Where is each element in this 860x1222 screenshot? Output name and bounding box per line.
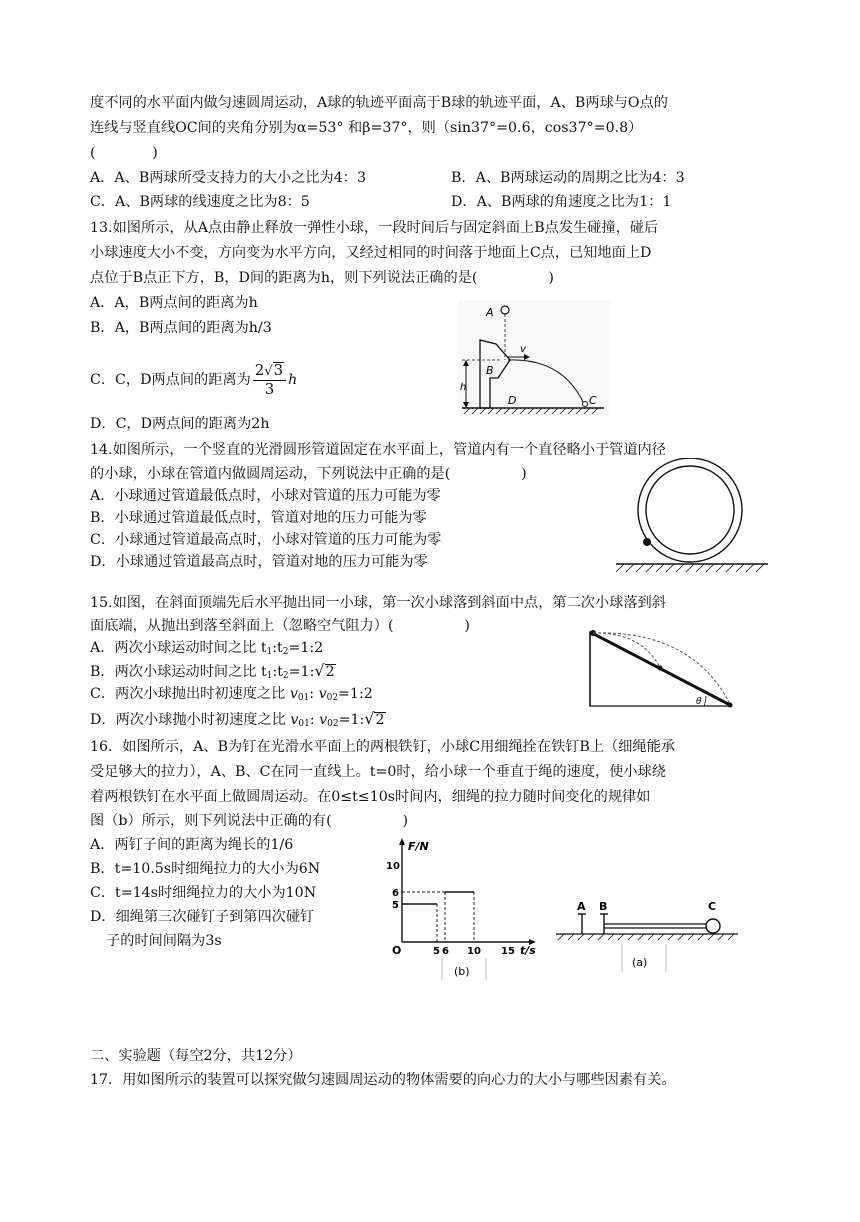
q13-option-c-fraction bbox=[253, 362, 286, 398]
q15-option-a: A．两次小球运动时间之比 $t_1:t_2=1:2$ bbox=[90, 640, 324, 657]
q17-line-1: 17．用如图所示的装置可以探究做匀速圆周运动的物体需要的向心力的大小与哪些因素有关。 bbox=[90, 1072, 676, 1088]
figure-a-ball-c-label: C bbox=[708, 900, 717, 913]
q16-option-a: A．两钉子间的距离为绳长的1/6 bbox=[90, 837, 294, 853]
graph-x-tick-10: 10 bbox=[467, 946, 481, 957]
q16-line-2: 受足够大的拉力），A、B、C在同一直线上。t=0时，给小球一个垂直于绳的速度，使小球绕 bbox=[90, 764, 666, 780]
graph-caption: (b) bbox=[454, 965, 470, 978]
q15-option-d: D．两次小球抛小时初速度之比 $v_{01}$: $v_{02}=1:√2$ bbox=[90, 709, 385, 729]
fraction-numerator: 2√3 bbox=[253, 362, 286, 381]
fraction-denominator: 3 bbox=[264, 380, 275, 398]
q15-option-c: C．两次小球抛出时初速度之比 $v_{01}$: $v_{02}=1:2$ bbox=[90, 686, 373, 703]
q13-figure-h-label: h bbox=[460, 382, 467, 393]
q16-line-1: 16．如图所示，A、B为钉在光滑水平面上的两根铁钉，小球C用细绳拴在铁钉B上（细绳能承 bbox=[90, 739, 675, 755]
q12-answer-blank: ( ) bbox=[90, 145, 158, 161]
q16-option-b: B．t=10.5s时细绳拉力的大小为6N bbox=[90, 861, 321, 877]
q13-figure-c-label: C bbox=[589, 394, 597, 407]
graph-x-tick-6: 6 bbox=[442, 946, 449, 957]
q16-option-d-line-1: D．细绳第三次碰钉子到第四次碰钉 bbox=[90, 909, 315, 925]
q13-line-3: 点位于B点正下方，B，D间的距离为h，则下列说法正确的是( ) bbox=[90, 270, 554, 286]
q16-option-c: C．t=14s时细绳拉力的大小为10N bbox=[90, 885, 317, 901]
q15-figure bbox=[582, 626, 742, 714]
q13-option-c-text: C．C，D两点间的距离为 bbox=[90, 372, 251, 388]
q13-line-1: 13.如图所示，从A点由静止释放一弹性小球，一段时间后与固定斜面上B点发生碰撞，碰后 bbox=[90, 220, 659, 236]
q15-line-1: 15.如图，在斜面顶端先后水平抛出同一小球，第一次小球落到斜面中点，第二次小球落到斜 bbox=[90, 595, 666, 611]
q14-line-1: 14.如图所示，一个竖直的光滑圆形管道固定在水平面上，管道内有一个直径略小于管道内径 bbox=[90, 442, 666, 458]
graph-y-tick-5: 5 bbox=[392, 900, 399, 911]
figure-a-caption: (a) bbox=[632, 956, 648, 969]
section-2-heading: 二、实验题（每空2分，共12分） bbox=[90, 1048, 302, 1064]
q15-figure-theta: θ bbox=[696, 697, 702, 707]
q14-option-c: C．小球通过管道最高点时，小球对管道的压力可能为零 bbox=[90, 532, 442, 548]
figure-a-nail-a-label: A bbox=[577, 900, 586, 913]
q13-figure-b-label: B bbox=[486, 364, 494, 377]
q12-line-1: 度不同的水平面内做匀速圆周运动，A球的轨迹平面高于B球的轨迹平面，A、B两球与O点的 bbox=[90, 95, 668, 111]
graph-x-tick-15: 15 bbox=[501, 946, 515, 957]
graph-y-tick-6: 6 bbox=[392, 888, 399, 899]
q12-option-d: D．A、B两球的角速度之比为1：1 bbox=[451, 194, 672, 210]
q14-figure bbox=[612, 458, 772, 576]
q13-option-b: B．A，B两点间的距离为h/3 bbox=[90, 320, 272, 336]
q13-figure-a-label: A bbox=[486, 306, 494, 319]
q12-option-a: A．A、B两球所受支持力的大小之比为4：3 bbox=[90, 170, 366, 186]
q14-option-d: D．小球通过管道最高点时，管道对地的压力可能为零 bbox=[90, 554, 428, 570]
q16-figure-a bbox=[552, 894, 742, 980]
graph-origin-label: O bbox=[392, 944, 402, 957]
q13-option-d: D．C，D两点间的距离为2h bbox=[90, 416, 270, 432]
sqrt-radicand: 2 bbox=[325, 664, 335, 680]
q16-option-d-line-2: 子的时间间隔为3s bbox=[106, 933, 222, 949]
q13-option-a: A．A，B两点间的距离为h bbox=[90, 295, 258, 311]
q12-option-b: B．A、B两球运动的周期之比为4：3 bbox=[451, 170, 685, 186]
graph-x-tick-5: 5 bbox=[433, 946, 440, 957]
q14-option-b: B．小球通过管道最低点时，管道对地的压力可能为零 bbox=[90, 510, 427, 526]
q13-option-c bbox=[90, 362, 297, 398]
graph-y-axis-label: F/N bbox=[408, 840, 429, 853]
graph-y-tick-10: 10 bbox=[386, 861, 400, 872]
q13-figure-v-label: v bbox=[520, 344, 526, 355]
graph-x-axis-label: t/s bbox=[520, 944, 536, 957]
q16-graph-b bbox=[384, 836, 544, 982]
q13-figure-d-label: D bbox=[508, 394, 517, 407]
q12-option-c: C．A、B两球的线速度之比为8：5 bbox=[90, 194, 310, 210]
q12-line-2: 连线与竖直线OC间的夹角分别为α=53° 和β=37°，则（sin37°=0.6，cos37°=0.8） bbox=[90, 120, 643, 136]
q16-line-4: 图（b）所示，则下列说法中正确的有( ) bbox=[90, 813, 409, 829]
q14-line-2: 的小球，小球在管道内做圆周运动，下列说法中正确的是( ) bbox=[90, 466, 527, 482]
q13-figure bbox=[458, 300, 610, 416]
q15-option-b: B．两次小球运动时间之比 $t_1:t_2=1:√2$ bbox=[90, 661, 335, 681]
q15-line-2: 面底端，从抛出到落至斜面上（忽略空气阻力）( ) bbox=[90, 618, 470, 634]
q13-option-c-h: h bbox=[288, 372, 298, 388]
q14-option-a: A．小球通过管道最低点时，小球对管道的压力可能为零 bbox=[90, 488, 441, 504]
q16-line-3: 着两根铁钉在水平面上做圆周运动。在0≤t≤10s时间内，细绳的拉力随时间变化的规律如 bbox=[90, 789, 651, 805]
q13-line-2: 小球速度大小不变，方向变为水平方向，又经过相同的时间落于地面上C点，已知地面上D bbox=[90, 245, 652, 261]
figure-a-nail-b-label: B bbox=[599, 900, 608, 913]
